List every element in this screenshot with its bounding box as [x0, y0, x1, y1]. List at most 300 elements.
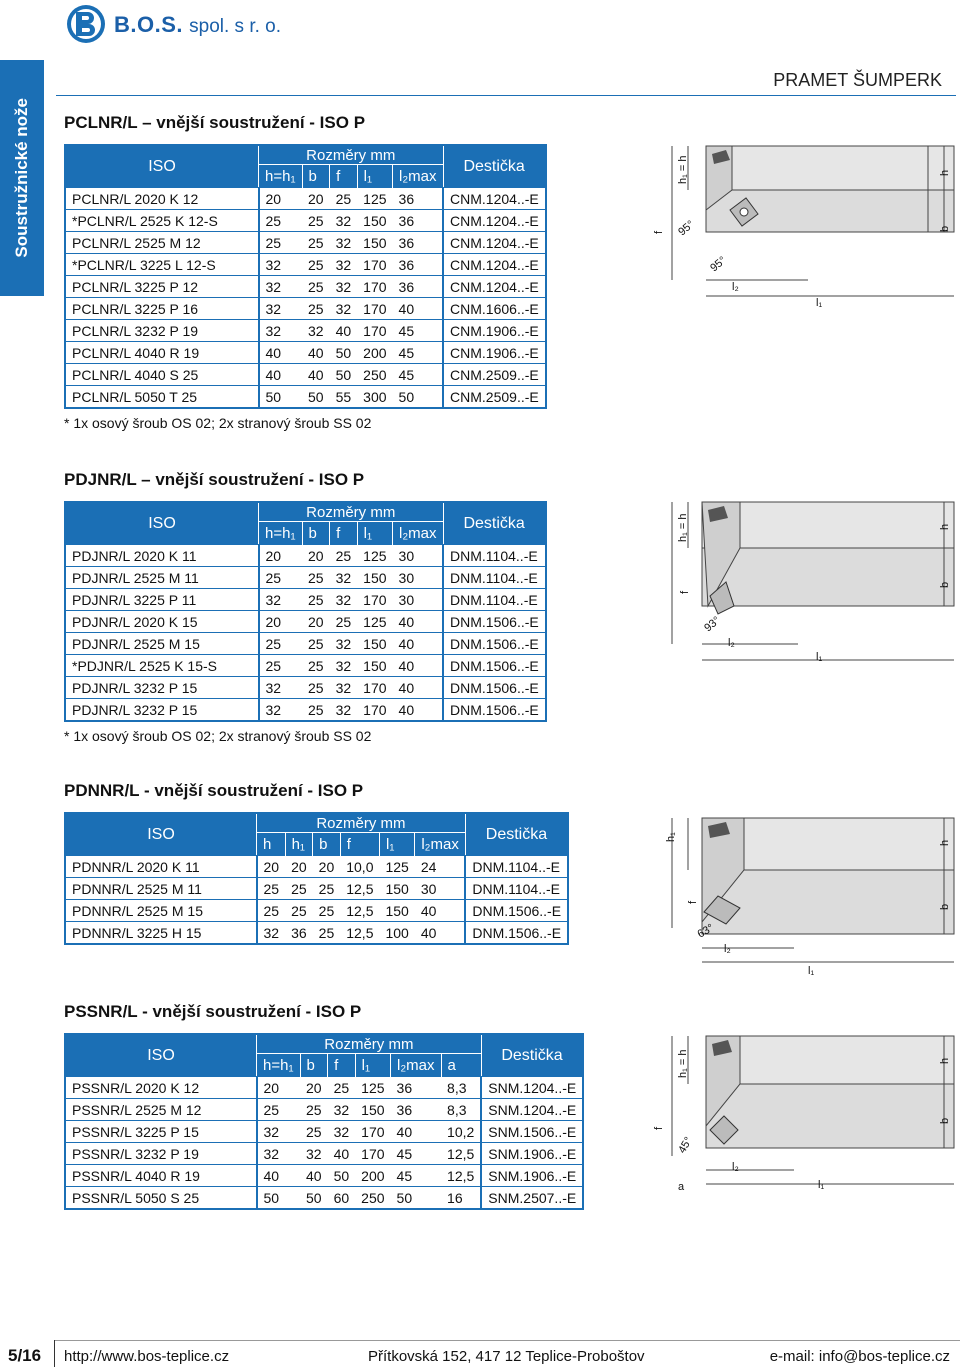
dimension-cell: 20 — [318, 858, 335, 875]
dimension-cell: 25 — [263, 902, 280, 919]
dimensions-header: Rozměry mm — [257, 813, 466, 833]
dimension-cell: 60 — [333, 1189, 350, 1206]
dimension-cell: 12,5 — [346, 924, 374, 941]
dimension-cell: 25 — [265, 569, 282, 586]
tool-code-cell: PCLNR/L 3225 P 12 — [65, 276, 259, 298]
dimension-column-header: l₁ — [357, 165, 392, 188]
table-row — [65, 1165, 583, 1187]
dimension-cell: 24 — [420, 858, 437, 875]
dim-l2-label: l₂ — [728, 637, 735, 649]
dimension-cell: 32 — [263, 924, 280, 941]
dimension-cell: 32 — [265, 300, 282, 317]
table-row — [65, 188, 546, 210]
tool-code-cell: PCLNR/L 2020 K 12 — [65, 188, 259, 210]
tool-code-cell: *PCLNR/L 3225 L 12-S — [65, 254, 259, 276]
dimension-cell: 20 — [308, 613, 324, 630]
table-row — [65, 633, 546, 655]
dimension-cell: 125 — [385, 858, 409, 875]
tool-code-cell: PCLNR/L 3232 P 19 — [65, 320, 259, 342]
footnote: * 1x osový šroub OS 02; 2x stranový šroub SS 02 — [64, 728, 372, 744]
table-row — [65, 254, 546, 276]
dimension-cell: 40 — [396, 1123, 413, 1140]
side-tab-label: Soustružnické nože — [12, 98, 31, 258]
iso-header: ISO — [65, 145, 259, 188]
dimensions-header: Rozměry mm — [259, 502, 444, 522]
dimension-cell: 50 — [335, 366, 352, 383]
table-row — [65, 655, 546, 677]
dimension-cell: 25 — [308, 212, 324, 229]
dimension-cell: 125 — [363, 547, 387, 564]
dim-f-label: f — [679, 590, 691, 594]
dimension-cell: 20 — [291, 858, 307, 875]
dimension-cell: 45 — [396, 1145, 413, 1162]
dimension-cell: 45 — [398, 322, 415, 339]
spec-table — [64, 812, 569, 945]
table-row — [65, 1077, 583, 1099]
insert-code-cell: CNM.1906..-E — [443, 320, 546, 342]
dimension-cell: 50 — [306, 1189, 322, 1206]
insert-code-cell: CNM.1204..-E — [443, 276, 546, 298]
section-title: PDNNR/L - vnější soustružení - ISO P — [64, 781, 364, 800]
dimension-cell: 32 — [335, 278, 352, 295]
dimension-column-header: l₁ — [355, 1054, 390, 1077]
dimension-cell: 36 — [291, 924, 307, 941]
dimension-cell: 20 — [265, 547, 282, 564]
insert-header: Destička — [481, 1034, 583, 1077]
page-number: 5/16 — [8, 1346, 42, 1365]
dimension-cell: 36 — [398, 212, 415, 229]
dim-h-label: h — [939, 169, 951, 176]
dimension-cell: 30 — [398, 591, 415, 608]
dimension-cell: 25 — [308, 569, 324, 586]
dim-l2-label: l₂ — [724, 943, 731, 955]
dimension-cell: 36 — [398, 278, 415, 295]
dimension-cell: 25 — [308, 701, 324, 718]
website-link[interactable]: http://www.bos-teplice.cz — [64, 1348, 230, 1365]
insert-header: Destička — [443, 502, 546, 545]
dimension-cell: 25 — [318, 902, 335, 919]
dimension-cell: 25 — [335, 613, 352, 630]
dimension-cell: 32 — [335, 300, 352, 317]
dimension-cell: 32 — [263, 1145, 280, 1162]
dimension-cell: 20 — [308, 547, 324, 564]
dimension-cell: 32 — [335, 657, 352, 674]
dimensions-header: Rozměry mm — [257, 1034, 482, 1054]
dimension-cell: 45 — [396, 1167, 413, 1184]
dimension-cell: 25 — [306, 1101, 322, 1118]
dimension-cell: 170 — [363, 701, 387, 718]
section-pdjnr — [64, 469, 547, 744]
insert-code-cell: DNM.1104..-E — [465, 856, 568, 878]
dimension-cell: 16 — [447, 1189, 463, 1206]
dimension-cell: 150 — [361, 1101, 385, 1118]
tool-code-cell: PCLNR/L 4040 R 19 — [65, 342, 259, 364]
dimension-cell: 50 — [265, 388, 282, 405]
dimension-cell: 40 — [398, 657, 415, 674]
dimension-cell: 25 — [333, 1079, 350, 1096]
dimension-cell: 36 — [398, 234, 415, 251]
insert-code-cell: CNM.1204..-E — [443, 232, 546, 254]
dimension-cell: 32 — [265, 278, 282, 295]
dimension-column-header: l₂max — [393, 165, 444, 188]
tool-code-cell: PCLNR/L 4040 S 25 — [65, 364, 259, 386]
dim-h1-label: h₁ — [665, 832, 677, 842]
dim-b-label: b — [939, 581, 951, 588]
insert-code-cell: DNM.1506..-E — [465, 900, 568, 922]
dimension-cell: 50 — [333, 1167, 350, 1184]
dimension-cell: 125 — [363, 190, 387, 207]
table-row — [65, 276, 546, 298]
dim-b-label: b — [939, 225, 951, 232]
dimension-cell: 170 — [363, 591, 387, 608]
insert-code-cell: CNM.1906..-E — [443, 342, 546, 364]
dimension-cell: 25 — [291, 880, 307, 897]
dimension-column-header: f — [330, 165, 358, 188]
dimension-cell: 12,5 — [346, 880, 374, 897]
dimension-cell: 32 — [335, 234, 352, 251]
tool-code-cell: PSSNR/L 3232 P 19 — [65, 1143, 257, 1165]
dimension-cell: 45 — [398, 344, 415, 361]
dimension-cell: 12,5 — [447, 1145, 475, 1162]
dimension-cell: 8,3 — [447, 1079, 467, 1096]
insert-code-cell: SNM.1506..-E — [481, 1121, 583, 1143]
insert-code-cell: SNM.2507..-E — [481, 1187, 583, 1210]
dimension-cell: 150 — [363, 657, 387, 674]
dimension-column-header: h — [257, 833, 286, 856]
dimension-column-header: h=h₁ — [257, 1054, 301, 1077]
dimension-cell: 32 — [265, 679, 282, 696]
dimension-cell: 20 — [263, 858, 280, 875]
table-row — [65, 611, 546, 633]
tool-code-cell: PSSNR/L 4040 R 19 — [65, 1165, 257, 1187]
spec-table — [64, 1033, 584, 1210]
dimension-column-header: h=h₁ — [259, 165, 303, 188]
table-row — [65, 386, 546, 409]
dimension-cell: 40 — [308, 344, 324, 361]
dimension-cell: 50 — [335, 344, 352, 361]
page-footer — [0, 1340, 960, 1367]
table-row — [65, 922, 568, 945]
dimension-cell: 45 — [398, 366, 415, 383]
insert-code-cell: DNM.1506..-E — [443, 677, 546, 699]
table-row — [65, 232, 546, 254]
tool-code-cell: PCLNR/L 5050 T 25 — [65, 386, 259, 409]
tool-code-cell: PSSNR/L 2525 M 12 — [65, 1099, 257, 1121]
dimension-cell: 40 — [333, 1145, 350, 1162]
dimension-cell: 170 — [363, 256, 387, 273]
dimension-cell: 10,0 — [346, 858, 374, 875]
insert-code-cell: DNM.1506..-E — [443, 633, 546, 655]
dimension-cell: 25 — [308, 234, 324, 251]
dimension-cell: 20 — [265, 613, 282, 630]
section-title: PDJNR/L – vnější soustružení - ISO P — [64, 470, 365, 489]
dimension-cell: 32 — [335, 701, 352, 718]
dimension-column-header: b — [313, 833, 341, 856]
dimension-cell: 150 — [363, 569, 387, 586]
dimension-cell: 20 — [265, 190, 282, 207]
dimension-cell: 32 — [306, 1145, 322, 1162]
tool-code-cell: PDJNR/L 2525 M 15 — [65, 633, 259, 655]
dimension-cell: 150 — [363, 234, 387, 251]
tool-code-cell: PDJNR/L 2020 K 15 — [65, 611, 259, 633]
dimension-cell: 40 — [265, 366, 282, 383]
dimension-cell: 300 — [363, 388, 387, 405]
dimension-cell: 170 — [363, 679, 387, 696]
brand-name: B.O.S. spol. s r. o. — [114, 12, 282, 37]
tool-code-cell: PSSNR/L 2020 K 12 — [65, 1077, 257, 1099]
insert-code-cell: CNM.2509..-E — [443, 386, 546, 409]
tool-code-cell: PDJNR/L 3225 P 11 — [65, 589, 259, 611]
table-row — [65, 1143, 583, 1165]
footer-separator — [54, 1340, 55, 1367]
dimension-cell: 36 — [398, 256, 415, 273]
dimension-cell: 170 — [361, 1123, 385, 1140]
dimension-cell: 12,5 — [346, 902, 374, 919]
dimension-cell: 20 — [308, 190, 324, 207]
insert-code-cell: DNM.1506..-E — [443, 699, 546, 722]
dimension-cell: 32 — [333, 1101, 350, 1118]
table-row — [65, 699, 546, 722]
dimension-column-header: a — [441, 1054, 481, 1077]
dimension-cell: 12,5 — [447, 1167, 475, 1184]
dimension-cell: 40 — [265, 344, 282, 361]
dimension-column-header: h=h₁ — [259, 522, 303, 545]
dimension-cell: 20 — [306, 1079, 322, 1096]
insert-code-cell: CNM.2509..-E — [443, 364, 546, 386]
dimension-cell: 36 — [396, 1079, 413, 1096]
dimension-cell: 170 — [361, 1145, 385, 1162]
tool-code-cell: PDJNR/L 2020 K 11 — [65, 545, 259, 567]
insert-code-cell: DNM.1506..-E — [465, 922, 568, 945]
dimension-cell: 40 — [398, 613, 415, 630]
dim-h1-label: h₁ = h — [677, 1049, 689, 1078]
insert-code-cell: CNM.1204..-E — [443, 210, 546, 232]
dimension-cell: 32 — [335, 212, 352, 229]
tool-drawing-pssnr — [648, 1030, 958, 1200]
table-row — [65, 677, 546, 699]
table-row — [65, 298, 546, 320]
dim-h-label: h — [939, 523, 951, 530]
tool-code-cell: PDNNR/L 3225 H 15 — [65, 922, 257, 945]
dimension-cell: 55 — [335, 388, 352, 405]
dimension-cell: 170 — [363, 278, 387, 295]
dimension-cell: 25 — [308, 657, 324, 674]
dimension-column-header: l₂max — [393, 522, 444, 545]
section-title: PCLNR/L – vnější soustružení - ISO P — [64, 113, 366, 132]
dimension-cell: 25 — [318, 880, 335, 897]
dim-f-label: f — [653, 1126, 665, 1130]
dimension-column-header: f — [340, 833, 379, 856]
dim-a-label: a — [678, 1181, 685, 1193]
section-pssnr — [64, 1001, 584, 1210]
dimension-cell: 25 — [308, 278, 324, 295]
dimensions-header: Rozměry mm — [259, 145, 444, 165]
dimension-cell: 25 — [308, 300, 324, 317]
tool-code-cell: PDNNR/L 2020 K 11 — [65, 856, 257, 878]
angle-label-2: 95° — [708, 254, 729, 275]
insert-code-cell: SNM.1906..-E — [481, 1165, 583, 1187]
dimension-cell: 32 — [265, 322, 282, 339]
dimension-cell: 25 — [306, 1123, 322, 1140]
dimension-cell: 10,2 — [447, 1123, 475, 1140]
iso-header: ISO — [65, 1034, 257, 1077]
insert-code-cell: SNM.1906..-E — [481, 1143, 583, 1165]
dim-h-label: h — [939, 839, 951, 846]
table-row — [65, 364, 546, 386]
dimension-cell: 40 — [335, 322, 352, 339]
dimension-cell: 25 — [265, 212, 282, 229]
dimension-cell: 8,3 — [447, 1101, 467, 1118]
dimension-column-header: b — [302, 165, 330, 188]
tool-code-cell: PSSNR/L 5050 S 25 — [65, 1187, 257, 1210]
footnote: * 1x osový šroub OS 02; 2x stranový šroub SS 02 — [64, 415, 372, 431]
dim-h-label: h — [939, 1057, 951, 1064]
dimension-cell: 32 — [308, 322, 324, 339]
company-address: Přítkovská 152, 417 12 Teplice-Proboštov — [368, 1348, 645, 1365]
dim-h1-label: h₁ = h — [677, 155, 689, 184]
dimension-cell: 25 — [335, 190, 352, 207]
dimension-cell: 25 — [265, 234, 282, 251]
dimension-cell: 40 — [420, 924, 437, 941]
header-divider — [56, 95, 956, 96]
dimension-column-header: h₁ — [285, 833, 313, 856]
spec-table — [64, 501, 547, 722]
dim-h1-label: h₁ = h — [677, 513, 689, 542]
dimension-cell: 40 — [398, 635, 415, 652]
dimension-column-header: f — [330, 522, 358, 545]
tool-drawing-pdnnr — [648, 812, 958, 982]
tool-code-cell: PDNNR/L 2525 M 15 — [65, 900, 257, 922]
email-link[interactable]: e-mail: info@bos-teplice.cz — [769, 1348, 950, 1365]
tool-code-cell: PDJNR/L 2525 M 11 — [65, 567, 259, 589]
insert-code-cell: CNM.1204..-E — [443, 254, 546, 276]
dimension-cell: 32 — [335, 591, 352, 608]
side-category-tab[interactable] — [0, 60, 44, 296]
dimension-cell: 32 — [335, 635, 352, 652]
dimension-cell: 250 — [361, 1189, 385, 1206]
dimension-cell: 40 — [398, 300, 415, 317]
dimension-cell: 30 — [398, 569, 415, 586]
dimension-cell: 32 — [263, 1123, 280, 1140]
dimension-cell: 30 — [398, 547, 415, 564]
angle-label-1: 95° — [676, 218, 697, 239]
dimension-cell: 50 — [398, 388, 415, 405]
dimension-cell: 25 — [308, 591, 324, 608]
insert-code-cell: DNM.1506..-E — [443, 655, 546, 677]
section-pclnr — [64, 112, 547, 431]
table-row — [65, 342, 546, 364]
spec-table — [64, 144, 547, 409]
tool-drawing-pclnr — [648, 140, 958, 310]
insert-code-cell: DNM.1104..-E — [443, 589, 546, 611]
insert-code-cell: DNM.1506..-E — [443, 611, 546, 633]
dimension-column-header: f — [328, 1054, 356, 1077]
dimension-column-header: l₂max — [391, 1054, 442, 1077]
dimension-cell: 150 — [385, 902, 409, 919]
table-row — [65, 1187, 583, 1210]
dimension-cell: 40 — [398, 679, 415, 696]
dimension-cell: 25 — [308, 635, 324, 652]
company-name: PRAMET ŠUMPERK — [773, 70, 942, 90]
dimension-cell: 50 — [263, 1189, 280, 1206]
dimension-cell: 25 — [263, 1101, 280, 1118]
dimension-cell: 250 — [363, 366, 387, 383]
tool-code-cell: PDJNR/L 3232 P 15 — [65, 677, 259, 699]
dim-b-label: b — [939, 1117, 951, 1124]
dimension-cell: 40 — [420, 902, 437, 919]
insert-header: Destička — [465, 813, 568, 856]
tool-code-cell: PSSNR/L 3225 P 15 — [65, 1121, 257, 1143]
dimension-cell: 25 — [291, 902, 307, 919]
insert-code-cell: DNM.1104..-E — [465, 878, 568, 900]
dimension-cell: 32 — [335, 679, 352, 696]
insert-code-cell: DNM.1104..-E — [443, 545, 546, 567]
insert-code-cell: DNM.1104..-E — [443, 567, 546, 589]
table-row — [65, 1121, 583, 1143]
dimension-cell: 20 — [263, 1079, 280, 1096]
table-row — [65, 210, 546, 232]
dimension-cell: 150 — [385, 880, 409, 897]
dim-f-label: f — [653, 230, 665, 234]
footer-divider — [54, 1340, 960, 1341]
dimension-cell: 200 — [361, 1167, 385, 1184]
table-row — [65, 320, 546, 342]
insert-code-cell: SNM.1204..-E — [481, 1077, 583, 1099]
dimension-column-header: b — [300, 1054, 328, 1077]
dimension-cell: 25 — [308, 256, 324, 273]
dimension-cell: 40 — [306, 1167, 322, 1184]
dimension-cell: 32 — [265, 701, 282, 718]
dimension-cell: 32 — [265, 591, 282, 608]
insert-code-cell: CNM.1204..-E — [443, 188, 546, 210]
dimension-cell: 25 — [265, 635, 282, 652]
insert-code-cell: CNM.1606..-E — [443, 298, 546, 320]
dimension-cell: 32 — [265, 256, 282, 273]
dimension-cell: 32 — [335, 256, 352, 273]
dimension-column-header: b — [302, 522, 330, 545]
dimension-column-header: l₁ — [379, 833, 414, 856]
dimension-cell: 36 — [396, 1101, 413, 1118]
dimension-cell: 150 — [363, 635, 387, 652]
section-title: PSSNR/L - vnější soustružení - ISO P — [64, 1002, 362, 1021]
table-row — [65, 567, 546, 589]
dim-f-label: f — [687, 900, 699, 904]
dimension-cell: 25 — [265, 657, 282, 674]
angle-label-1: 63° — [695, 921, 716, 941]
dim-l1-label: l₁ — [808, 965, 815, 977]
insert-header: Destička — [443, 145, 546, 188]
dimension-cell: 25 — [335, 547, 352, 564]
dim-l2-label: l₂ — [732, 1161, 739, 1173]
dimension-cell: 25 — [263, 880, 280, 897]
tool-code-cell: PCLNR/L 3225 P 16 — [65, 298, 259, 320]
dimension-cell: 50 — [308, 388, 324, 405]
dimension-cell: 150 — [363, 212, 387, 229]
dimension-cell: 25 — [318, 924, 335, 941]
dimension-cell: 50 — [396, 1189, 413, 1206]
iso-header: ISO — [65, 502, 259, 545]
dimension-cell: 32 — [333, 1123, 350, 1140]
dim-l1-label: l₁ — [818, 1179, 825, 1191]
dimension-cell: 125 — [363, 613, 387, 630]
angle-label-1: 93° — [702, 614, 723, 635]
table-row — [65, 856, 568, 878]
dimension-cell: 200 — [363, 344, 387, 361]
dimension-cell: 30 — [420, 880, 437, 897]
dimension-cell: 170 — [363, 322, 387, 339]
dim-l2-label: l₂ — [732, 281, 739, 293]
dimension-cell: 36 — [398, 190, 415, 207]
